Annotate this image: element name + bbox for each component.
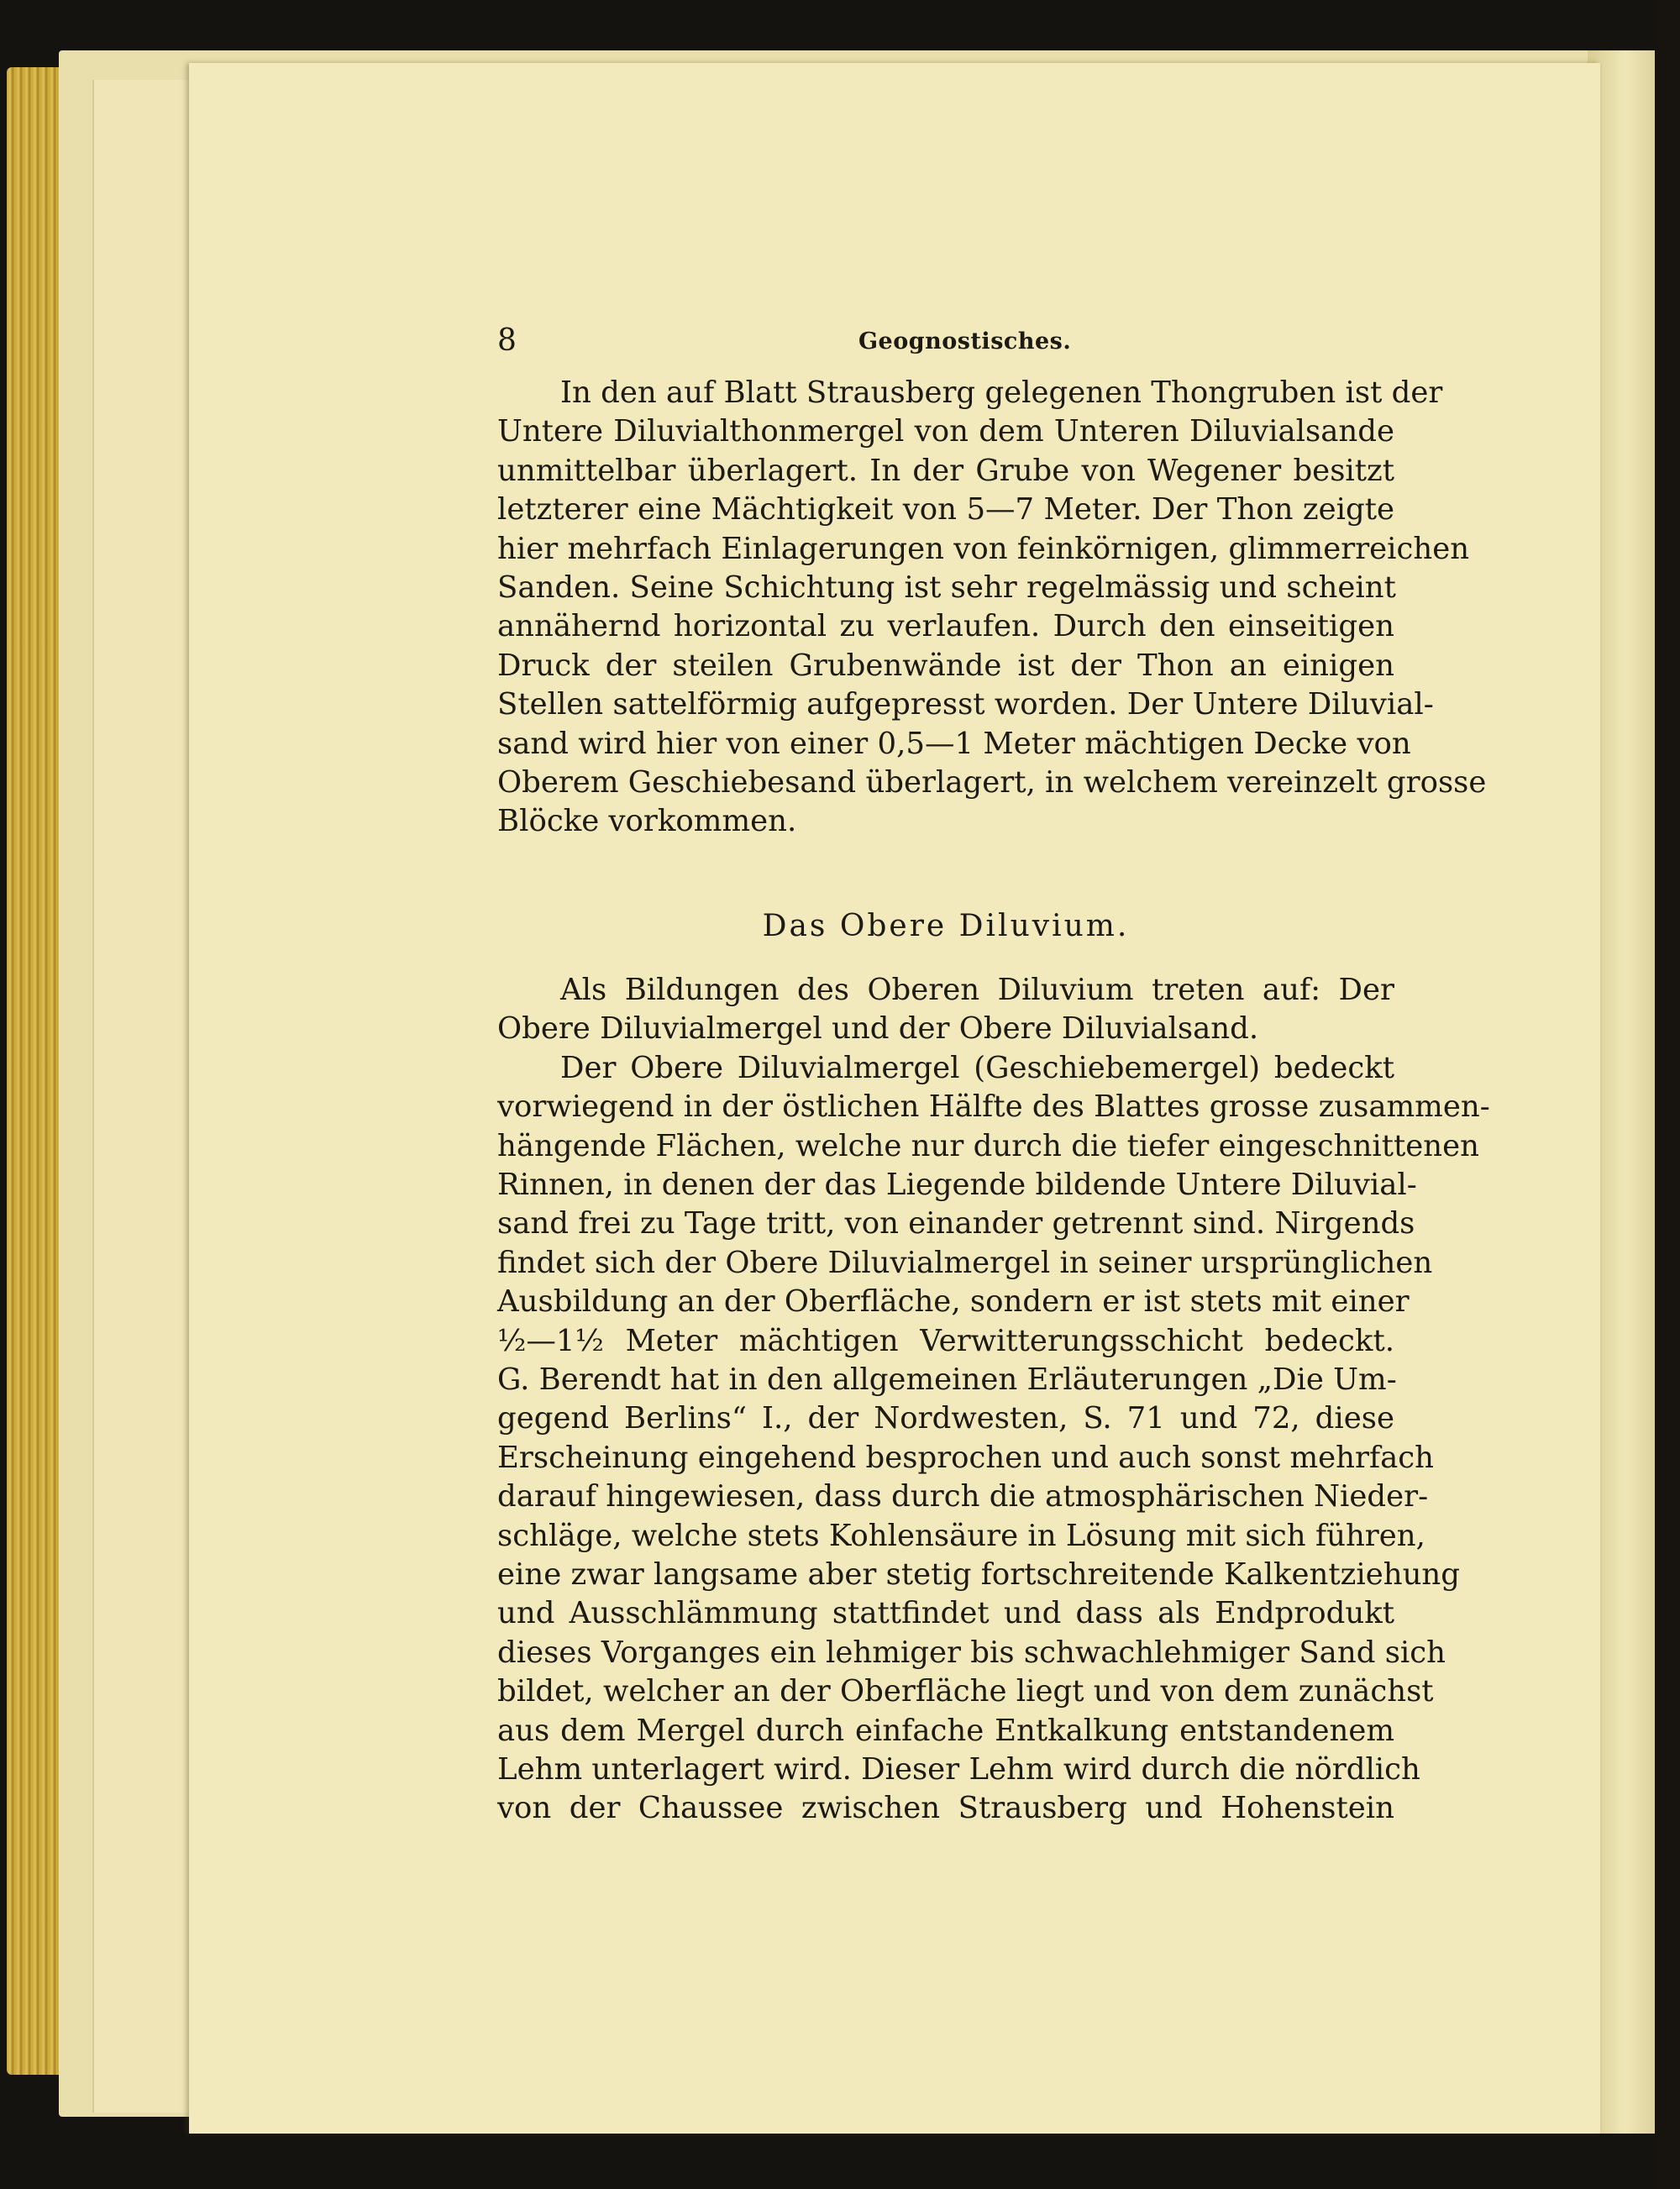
- text-line: Der Obere Diluvialmergel (Geschiebemergel) bedeckt: [560, 1050, 1394, 1085]
- text-line: darauf hingewiesen, dass durch die atmosphärischen Nieder-: [497, 1479, 1429, 1514]
- paragraph-bildungen: [497, 971, 1394, 1049]
- text-line: sand frei zu Tage tritt, von einander getrennt sind. Nirgends: [497, 1206, 1415, 1241]
- text-line: Druck der steilen Grubenwände ist der Thon an einigen: [497, 648, 1394, 683]
- text-line: In den auf Blatt Strausberg gelegenen Thongruben ist der: [560, 375, 1443, 410]
- text-line: schläge, welche stets Kohlensäure in Lösung mit sich führen,: [497, 1518, 1425, 1553]
- text-line: gegend Berlins“ I., der Nordwesten, S. 71 und 72, diese: [497, 1401, 1394, 1436]
- text-line: hängende Flächen, welche nur durch die tiefer eingeschnittenen: [497, 1128, 1480, 1163]
- section-heading: Das Obere Diluvium.: [762, 908, 1130, 943]
- text-line: Untere Diluvialthonmergel von dem Unteren Diluvialsande: [497, 414, 1394, 449]
- text-line: Sanden. Seine Schichtung ist sehr regelmässig und scheint: [497, 570, 1396, 606]
- running-head-title: Geognostisches.: [858, 328, 1072, 354]
- text-line: vorwiegend in der östlichen Hälfte des Blattes grosse zusammen-: [497, 1089, 1490, 1125]
- text-line: Blöcke vorkommen.: [497, 804, 797, 839]
- text-line: und Ausschlämmung stattfindet und dass als Endprodukt: [497, 1596, 1394, 1631]
- text-line: findet sich der Obere Diluvialmergel in seiner ursprünglichen: [497, 1245, 1433, 1280]
- paragraph-diluvialmergel: [497, 1049, 1490, 1829]
- text-line: dieses Vorganges ein lehmiger bis schwachlehmiger Sand sich: [497, 1635, 1446, 1670]
- text-line: aus dem Mergel durch einfache Entkalkung entstandenem: [497, 1713, 1394, 1748]
- scan-border-right: [1655, 0, 1680, 2189]
- text-line: sand wird hier von einer 0,5—1 Meter mächtigen Decke von: [497, 726, 1411, 761]
- text-line: Rinnen, in denen der das Liegende bildende Untere Diluvial-: [497, 1167, 1417, 1202]
- paragraph-thongruben: [497, 374, 1487, 842]
- text-line: Als Bildungen des Oberen Diluvium treten auf: Der: [560, 972, 1394, 1007]
- text-line: eine zwar langsame aber stetig fortschreitende Kalkentziehung: [497, 1556, 1461, 1592]
- text-line: Obere Diluvialmergel und der Obere Diluvialsand.: [497, 1011, 1259, 1047]
- gilded-page-edges: [7, 67, 66, 2075]
- text-line: ½—1½ Meter mächtigen Verwitterungsschicht bedeckt.: [497, 1323, 1394, 1358]
- text-line: Oberem Geschiebesand überlagert, in welchem vereinzelt grosse: [497, 765, 1487, 801]
- text-line: annähernd horizontal zu verlaufen. Durch den einseitigen: [497, 609, 1394, 644]
- text-line: bildet, welcher an der Oberfläche liegt und von dem zunächst: [497, 1674, 1434, 1709]
- running-head: [497, 323, 1394, 374]
- page-text: [497, 323, 1490, 1829]
- page-number: 8: [497, 323, 517, 358]
- text-line: letzterer eine Mächtigkeit von 5—7 Meter. Der Thon zeigte: [497, 492, 1394, 528]
- text-line: Erscheinung eingehend besprochen und auch sonst mehrfach: [497, 1440, 1435, 1475]
- text-line: von der Chaussee zwischen Strausberg und Hohenstein: [497, 1791, 1394, 1826]
- text-line: Lehm unterlagert wird. Dieser Lehm wird durch die nördlich: [497, 1752, 1420, 1787]
- text-line: Stellen sattelförmig aufgepresst worden. Der Untere Diluvial-: [497, 687, 1434, 722]
- text-line: G. Berendt hat in den allgemeinen Erläuterungen „Die Um-: [497, 1362, 1397, 1397]
- text-line: unmittelbar überlagert. In der Grube von Wegener besitzt: [497, 453, 1394, 488]
- text-line: hier mehrfach Einlagerungen von feinkörnigen, glimmerreichen: [497, 531, 1470, 566]
- text-line: Ausbildung an der Oberfläche, sondern er ist stets mit einer: [497, 1284, 1410, 1320]
